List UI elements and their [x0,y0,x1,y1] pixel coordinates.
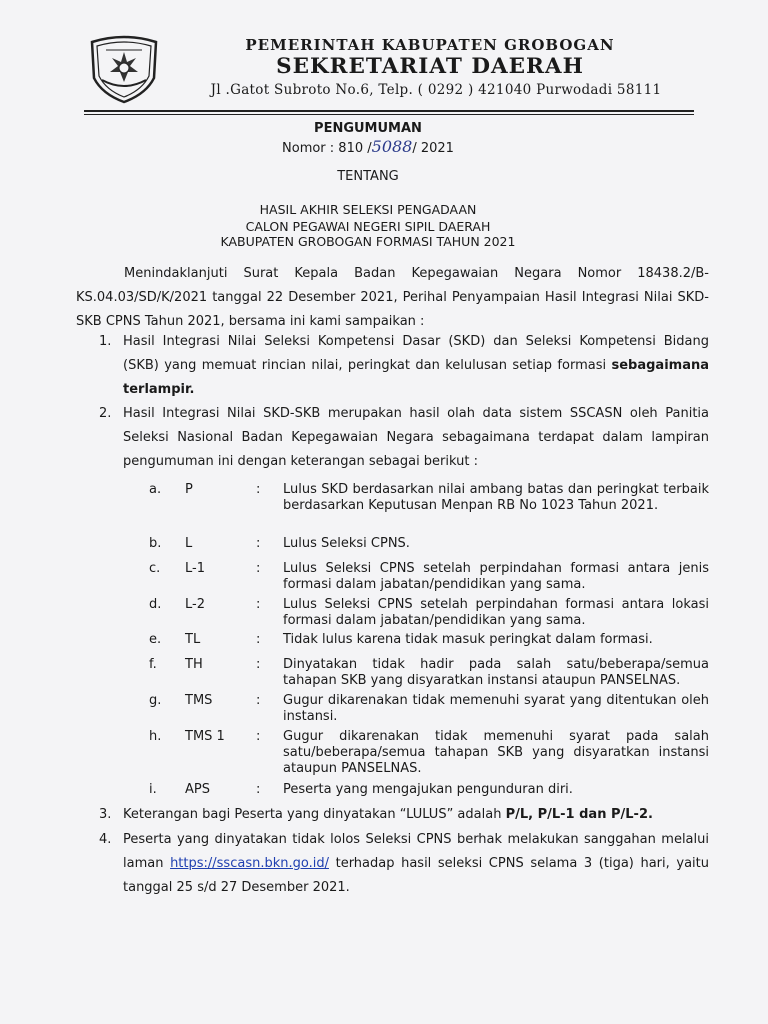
code-colon: : [256,657,261,672]
item-1-bold: sebagaimana terlampir. [123,358,709,397]
item-1-body: Hasil Integrasi Nilai Seleksi Kompetensi Dasar (SKD) dan Seleksi Kompetensi Bidang (SKB) yang memuat rincian nilai, peringkat dan kelulusan setiap formasi [123,334,709,373]
code-value: TH [185,657,203,672]
item-number: 2. [99,406,112,421]
code-description: Gugur dikarenakan tidak memenuhi syarat yang ditentukan oleh instansi. [283,693,709,724]
grobogan-emblem-icon [86,32,162,104]
code-colon: : [256,632,261,647]
nomor-handwritten: 5088 [371,137,413,156]
item-1-text [123,330,709,402]
intro-text: Menindaklanjuti Surat Kepala Badan Kepegawaian Negara Nomor 18438.2/B-KS.04.03/SD/K/2021 tanggal 22 Desember 2021, Perihal Penyampaian Hasil Integrasi Nilai SKD-SKB CPNS Tahun 2021, bersama ini kami sampaikan : [76,266,709,329]
code-colon: : [256,482,261,497]
code-description: Gugur dikarenakan tidak memenuhi syarat pada salah satu/beberapa/semua tahapan SKB yang disyaratkan instansi ataupun PANSELNAS. [283,729,709,776]
code-letter: c. [149,561,161,576]
code-letter: a. [149,482,162,497]
code-colon: : [256,536,261,551]
intro-paragraph [76,262,709,334]
code-value: L-1 [185,561,205,576]
subject-line-2: CALON PEGAWAI NEGERI SIPIL DAERAH [245,219,491,234]
code-value: APS [185,782,210,797]
code-letter: f. [149,657,157,672]
code-letter: g. [149,693,162,708]
code-colon: : [256,693,261,708]
letterhead-government: PEMERINTAH KABUPATEN GROBOGAN [245,36,615,54]
code-letter: d. [149,597,162,612]
document-title: PENGUMUMAN [314,121,422,136]
item-number: 4. [99,832,112,847]
code-description: Lulus Seleksi CPNS setelah perpindahan formasi antara lokasi formasi dalam jabatan/pendidikan yang sama. [283,597,709,628]
code-description: Dinyatakan tidak hadir pada salah satu/beberapa/semua tahapan SKB yang disyaratkan instansi ataupun PANSELNAS. [283,657,709,688]
letterhead-office: SEKRETARIAT DAERAH [276,54,584,79]
letterhead-address: Jl .Gatot Subroto No.6, Telp. ( 0292 ) 421040 Purwodadi 58111 [210,82,662,98]
nomor-prefix: Nomor : 810 / [282,141,372,156]
code-colon: : [256,561,261,576]
code-description: Lulus SKD berdasarkan nilai ambang batas dan peringkat terbaik berdasarkan Keputusan Menpan RB No 1023 Tahun 2021. [283,482,709,513]
subject-line-1: HASIL AKHIR SELEKSI PENGADAAN [259,202,477,217]
item-4-body: Peserta yang dinyatakan tidak lolos Seleksi CPNS berhak melakukan sanggahan melalui laman [123,832,709,871]
code-letter: h. [149,729,162,744]
code-description: Peserta yang mengajukan pengunduran diri. [283,782,573,797]
item-4-body-end: terhadap hasil seleksi CPNS selama 3 (tiga) hari, yaitu tanggal 25 s/d 27 Desember 2021. [123,856,709,895]
nomor-suffix: / 2021 [412,141,454,156]
code-colon: : [256,597,261,612]
code-description: Lulus Seleksi CPNS. [283,536,410,551]
tentang-label: TENTANG [337,169,399,184]
item-4-text [123,828,709,900]
document-number [118,137,618,156]
sscasn-link[interactable]: https://sscasn.bkn.go.id/ [170,856,329,871]
code-letter: i. [149,782,157,797]
code-value: L [185,536,193,551]
code-letter: b. [149,536,162,551]
item-3-bold: P/L, P/L-1 dan P/L-2. [505,807,653,822]
letterhead-rule-thin [84,114,694,115]
item-3-text [123,803,709,827]
code-description: Tidak lulus karena tidak masuk peringkat dalam formasi. [283,632,653,647]
code-colon: : [256,782,261,797]
code-value: TMS 1 [185,729,225,744]
code-value: TMS [185,693,213,708]
item-2-text: Hasil Integrasi Nilai SKD-SKB merupakan hasil olah data sistem SSCASN oleh Panitia Seleksi Nasional Badan Kepegawaian Negara sebagaimana terdapat dalam lampiran pengumuman ini dengan keterangan sebagai berikut : [123,406,709,469]
code-colon: : [256,729,261,744]
letterhead-rule [84,110,694,112]
item-3-body: Keterangan bagi Peserta yang dinyatakan “LULUS” adalah [123,807,506,822]
subject-line-3: KABUPATEN GROBOGAN FORMASI TAHUN 2021 [220,234,516,249]
item-number: 3. [99,807,112,822]
code-value: TL [185,632,201,647]
code-value: P [185,482,193,497]
code-letter: e. [149,632,162,647]
item-number: 1. [99,334,112,349]
code-description: Lulus Seleksi CPNS setelah perpindahan formasi antara jenis formasi dalam jabatan/pendidikan yang sama. [283,561,709,592]
code-value: L-2 [185,597,205,612]
